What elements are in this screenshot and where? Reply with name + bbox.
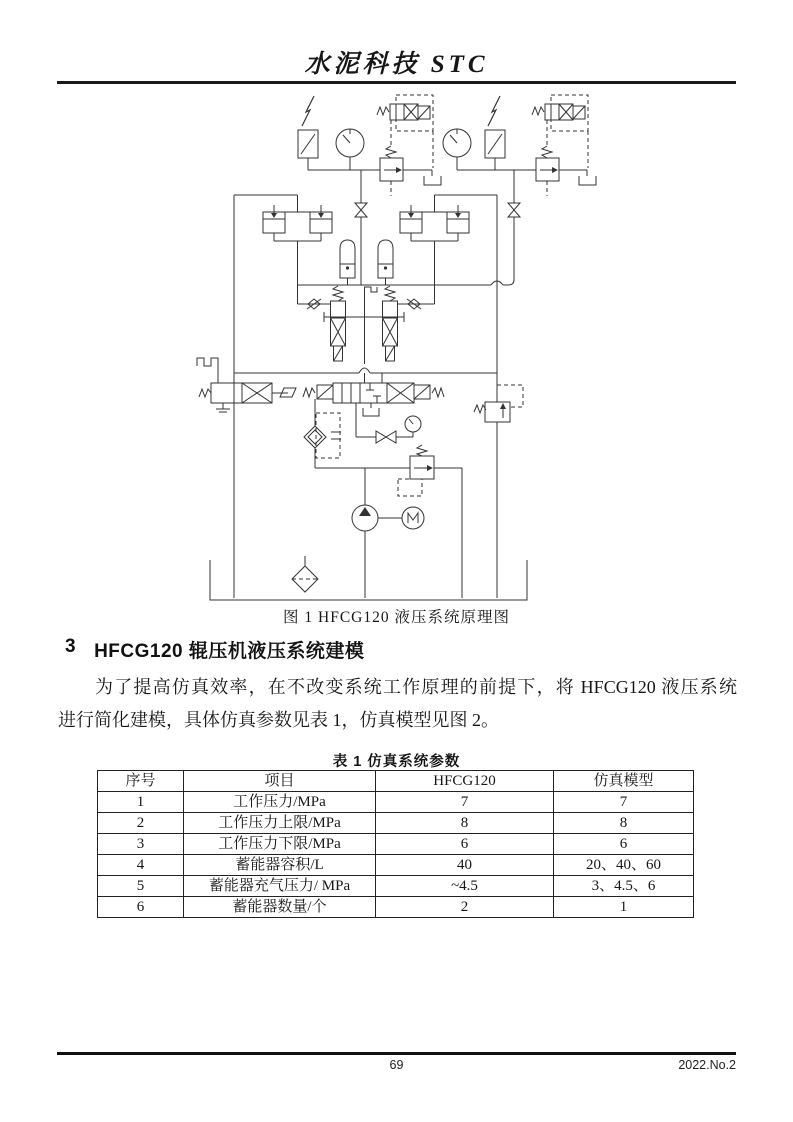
journal-title: 水泥科技 STC — [304, 51, 489, 78]
table-header-row — [98, 771, 694, 792]
body-paragraph — [58, 671, 737, 737]
figure-caption: 图 1 HFCG120 液压系统原理图 — [283, 609, 510, 626]
cartridge-valve — [331, 286, 346, 361]
table-cell: ~4.5 — [376, 876, 554, 897]
table-cell: 7 — [554, 792, 694, 813]
table-cell: 7 — [376, 792, 554, 813]
pressure-gauge — [336, 129, 364, 170]
table-cell: 1 — [98, 792, 184, 813]
hydraulic-cylinder — [400, 195, 469, 285]
table-cell: 蓄能器容积/L — [184, 855, 376, 876]
shut-off-valve — [508, 170, 520, 285]
check-valve — [398, 285, 435, 309]
table-cell: 2 — [376, 897, 554, 918]
table-cell: 工作压力上限/MPa — [184, 813, 376, 834]
table-cell: 6 — [554, 834, 694, 855]
shut-off-valve — [355, 170, 367, 285]
pressure-gauge — [405, 416, 421, 437]
table-cell: 6 — [98, 897, 184, 918]
table-cell: 3 — [98, 834, 184, 855]
column-header: 项目 — [184, 771, 376, 792]
table-cell: 4 — [98, 855, 184, 876]
pressure-gauge — [443, 129, 471, 170]
lightning-icon — [488, 96, 500, 126]
table-cell: 8 — [376, 813, 554, 834]
check-valve — [298, 285, 331, 309]
suction-filter — [292, 556, 318, 592]
table-cell: 蓄能器数量/个 — [184, 897, 376, 918]
table-cell: 6 — [376, 834, 554, 855]
table-row — [98, 876, 694, 897]
section-number: 3 — [65, 636, 77, 657]
pressure-sensor — [485, 130, 505, 170]
table-row — [98, 855, 694, 876]
table-row — [98, 813, 694, 834]
accumulator — [340, 240, 355, 285]
needle-valve — [356, 431, 413, 443]
page-number: 69 — [389, 1058, 404, 1072]
column-header: HFCG120 — [376, 771, 554, 792]
hydraulic-cylinder — [263, 195, 332, 285]
table-cell: 8 — [554, 813, 694, 834]
table-cell: 40 — [376, 855, 554, 876]
table-cell: 5 — [98, 876, 184, 897]
issue-label: 2022.No.2 — [678, 1058, 736, 1072]
paragraph-line: 进行简化建模，具体仿真参数见表 1，仿真模型见图 2。 — [58, 710, 499, 730]
paragraph-line: 为了提高仿真效率，在不改变系统工作原理的前提下，将 HFCG120 液压系统 — [95, 677, 737, 697]
tank-symbol — [424, 170, 441, 185]
table-cell: 2 — [98, 813, 184, 834]
breather-symbol — [197, 358, 218, 383]
table-row — [98, 834, 694, 855]
oil-tank — [210, 560, 527, 600]
pilot-valve-2-2 — [199, 383, 296, 412]
directional-valve-4-3 — [303, 373, 444, 437]
section-title: HFCG120 辊压机液压系统建模 — [94, 641, 365, 662]
section-heading — [65, 636, 364, 663]
table-cell: 1 — [554, 897, 694, 918]
solenoid-valve — [532, 95, 588, 168]
table-cell: 3、4.5、6 — [554, 876, 694, 897]
table-row — [98, 897, 694, 918]
column-header: 仿真模型 — [554, 771, 694, 792]
parameters-table — [97, 770, 694, 918]
table-cell: 工作压力下限/MPa — [184, 834, 376, 855]
table-cell: 工作压力/MPa — [184, 792, 376, 813]
hydraulic-pump — [352, 468, 378, 598]
pressure-rail — [298, 281, 509, 285]
tank-symbol — [579, 170, 596, 185]
pressure-filter — [304, 399, 341, 468]
return-line — [234, 368, 497, 373]
lightning-icon — [302, 96, 314, 126]
accumulator — [378, 240, 393, 285]
pressure-sensor — [298, 130, 318, 170]
footer-rule — [57, 1052, 736, 1055]
relief-valve — [474, 385, 523, 598]
table-cell: 蓄能器充气压力/ MPa — [184, 876, 376, 897]
table-caption: 表 1 仿真系统参数 — [332, 754, 461, 770]
table-cell: 20、40、60 — [554, 855, 694, 876]
column-header: 序号 — [98, 771, 184, 792]
electric-motor — [378, 507, 424, 529]
table-row — [98, 792, 694, 813]
solenoid-valve — [377, 95, 433, 168]
cartridge-valve — [383, 286, 398, 361]
pilot-relief-valve — [536, 146, 559, 196]
pilot-relief-valve — [380, 146, 403, 196]
